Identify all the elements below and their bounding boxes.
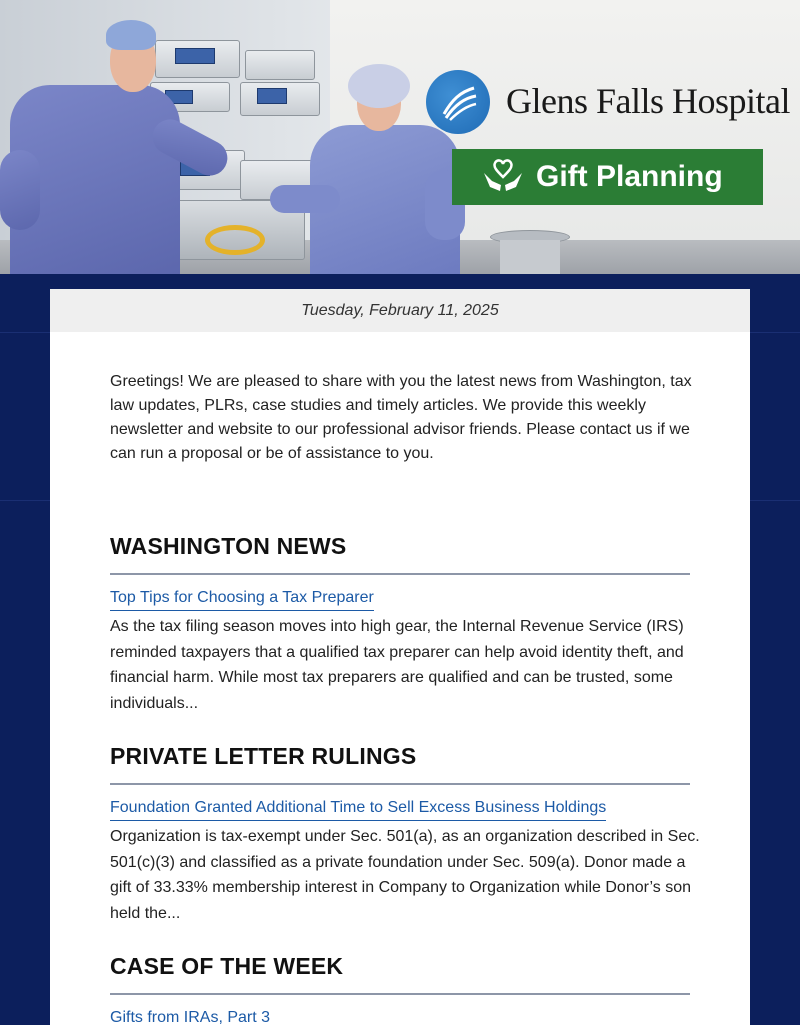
section-divider <box>110 573 690 575</box>
waves-logo-icon <box>426 70 490 134</box>
section-divider <box>110 993 690 995</box>
section-case-of-the-week <box>110 953 690 1025</box>
intro-paragraph: Greetings! We are pleased to share with you the latest news from Washington, tax law updates, PLRs, case studies and timely articles. We provide this weekly newsletter and website to our professional advisor friends. Please contact us if we can run a proposal or be of assistance to you. <box>110 373 692 462</box>
issue-date: Tuesday, February 11, 2025 <box>50 289 750 332</box>
section-private-letter-rulings <box>110 743 700 926</box>
gift-planning-label: Gift Planning <box>536 160 723 193</box>
hero-banner <box>0 0 800 274</box>
section-title: PRIVATE LETTER RULINGS <box>110 743 417 769</box>
sink-image <box>490 230 570 274</box>
article-link-gifts-from-iras[interactable]: Gifts from IRAs, Part 3 <box>110 1009 271 1025</box>
section-title: WASHINGTON NEWS <box>110 533 347 559</box>
newsletter-card <box>50 289 750 1025</box>
gift-planning-badge[interactable] <box>452 149 763 205</box>
section-title: CASE OF THE WEEK <box>110 953 344 979</box>
article-summary: As the tax filing season moves into high gear, the Internal Revenue Service (IRS) reminded taxpayers that a qualified tax preparer can help avoid identity theft, and financial harm. While most tax preparers are qualified and can be trusted, some individuals... <box>110 618 684 712</box>
section-divider <box>110 783 690 785</box>
section-washington-news <box>110 533 690 716</box>
article-link-tax-preparer[interactable]: Top Tips for Choosing a Tax Preparer <box>110 588 374 611</box>
logo-name: Glens Falls Hospital <box>506 81 790 121</box>
article-link-foundation-holdings[interactable]: Foundation Granted Additional Time to Sell Excess Business Holdings <box>110 798 606 821</box>
hospital-logo[interactable] <box>426 70 790 136</box>
article-summary: Organization is tax-exempt under Sec. 501(a), as an organization described in Sec. 501(c)(3) and classified as a private foundation under Sec. 509(a). Donor made a gift of 33.33% membership interest in Company to Organization while Donor’s son held the... <box>110 828 700 922</box>
hands-heart-icon <box>480 155 526 200</box>
